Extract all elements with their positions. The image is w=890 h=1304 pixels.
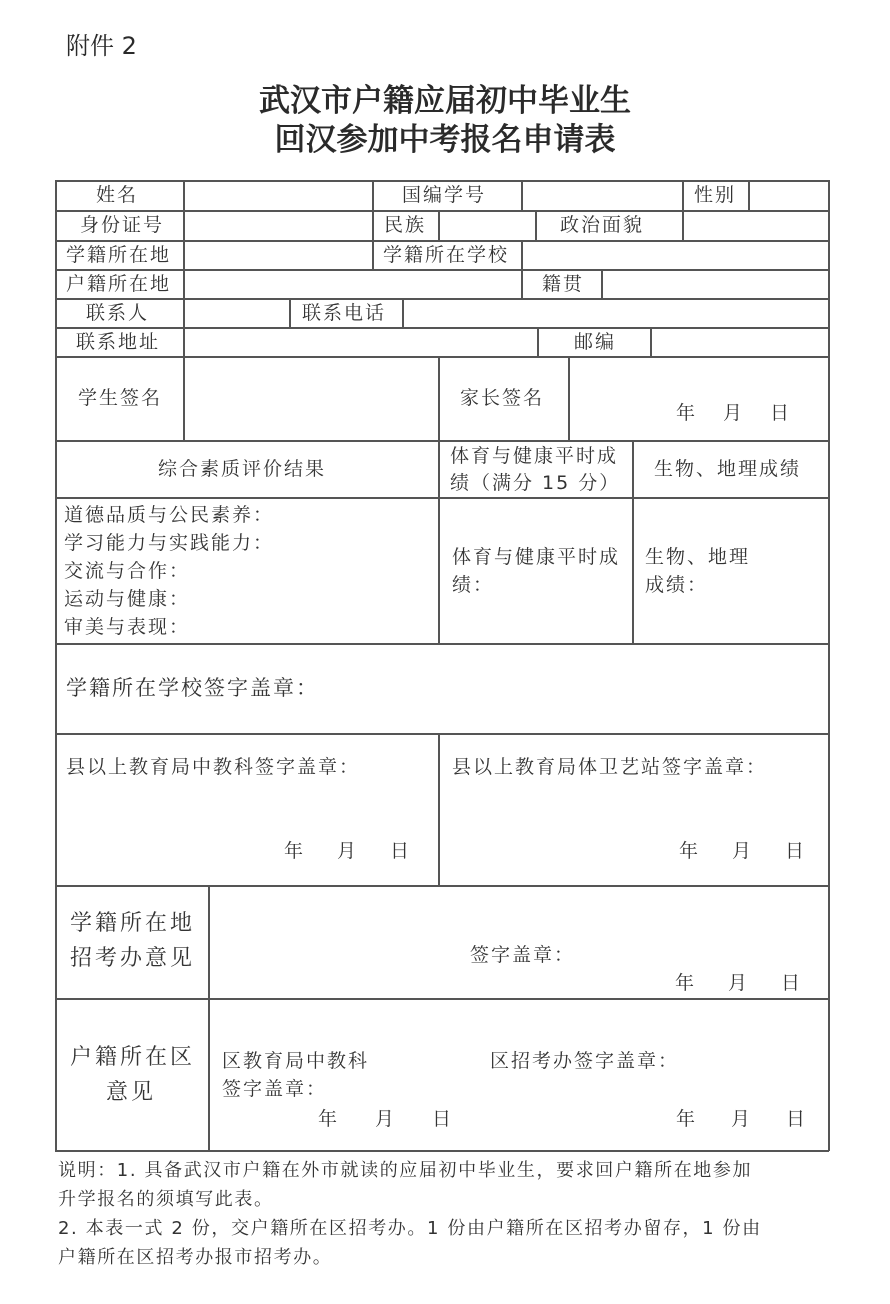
bio-geo-header: 生物、地理成绩 xyxy=(654,458,802,480)
note-line: 户籍所在区招考办报市招考办。 xyxy=(58,1247,333,1268)
bio-geo-score-line1: 生物、地理 xyxy=(645,546,751,568)
county-sports-station-seal-label: 县以上教育局体卫艺站签字盖章： xyxy=(452,756,768,778)
notes xyxy=(58,1156,838,1272)
pe-header-line2: 绩（满分 15 分） xyxy=(450,472,621,494)
county-sports-date: 年 月 日 xyxy=(679,840,807,862)
bio-geo-score-line2: 成绩： xyxy=(645,574,709,596)
student-signature-label: 学生签名 xyxy=(78,387,163,409)
gender-label: 性别 xyxy=(694,184,737,206)
contact-phone-label: 联系电话 xyxy=(302,302,387,324)
district-exam-office-date: 年 月 日 xyxy=(676,1108,808,1130)
national-id-number-label: 国编学号 xyxy=(402,184,487,206)
form-title-line1: 武汉市户籍应届初中毕业生 xyxy=(259,83,631,119)
evaluation-item: 交流与合作： xyxy=(64,560,191,582)
note-line: 2. 本表一式 2 份，交户籍所在区招考办。1 份由户籍所在区招考办留存，1 份由 xyxy=(58,1218,762,1239)
political-status-label: 政治面貌 xyxy=(560,214,645,236)
school-registration-place-label: 学籍所在地 xyxy=(66,244,172,266)
parent-signature-label: 家长签名 xyxy=(460,387,545,409)
ethnicity-label: 民族 xyxy=(384,214,427,236)
id-card-label: 身份证号 xyxy=(80,214,165,236)
parent-signature-date: 年 月 日 xyxy=(676,402,792,424)
pe-header-line1: 体育与健康平时成 xyxy=(450,445,619,467)
comprehensive-evaluation-header: 综合素质评价结果 xyxy=(158,458,327,480)
district-label-line1: 户籍所在区 xyxy=(70,1045,196,1070)
postcode-label: 邮编 xyxy=(574,331,617,353)
exam-office-label-line2: 招考办意见 xyxy=(70,946,196,971)
household-registration-place-label: 户籍所在地 xyxy=(66,273,172,295)
note-line: 升学报名的须填写此表。 xyxy=(58,1189,274,1210)
evaluation-item: 道德品质与公民素养： xyxy=(64,504,275,526)
contact-person-label: 联系人 xyxy=(86,302,150,324)
evaluation-item: 学习能力与实践能力： xyxy=(64,532,275,554)
note-line: 说明：1. 具备武汉市户籍在外市就读的应届初中毕业生，要求回户籍所在地参加 xyxy=(58,1160,753,1181)
exam-office-date: 年 月 日 xyxy=(675,972,803,994)
pe-score-line2: 绩： xyxy=(452,574,495,596)
district-teaching-line2: 签字盖章： xyxy=(222,1078,328,1100)
exam-office-signature-label: 签字盖章： xyxy=(470,944,576,966)
form-title-line2: 回汉参加中考报名申请表 xyxy=(274,122,616,158)
county-teaching-section-seal-label: 县以上教育局中教科签字盖章： xyxy=(66,756,361,778)
county-teaching-date: 年 月 日 xyxy=(284,840,412,862)
exam-office-label-line1: 学籍所在地 xyxy=(70,911,196,936)
attachment-label: 附件 2 xyxy=(66,32,137,60)
evaluation-item: 审美与表现： xyxy=(64,616,191,638)
name-label: 姓名 xyxy=(96,184,139,206)
district-teaching-line1: 区教育局中教科 xyxy=(222,1050,370,1072)
district-teaching-date: 年 月 日 xyxy=(318,1108,454,1130)
school-seal-label: 学籍所在学校签字盖章： xyxy=(66,676,319,700)
native-place-label: 籍贯 xyxy=(542,273,585,295)
contact-address-label: 联系地址 xyxy=(76,331,161,353)
district-exam-office-seal-label: 区招考办签字盖章： xyxy=(490,1050,680,1072)
district-label-line2: 意见 xyxy=(106,1080,157,1105)
school-registration-school-label: 学籍所在学校 xyxy=(383,244,510,266)
pe-score-line1: 体育与健康平时成 xyxy=(452,546,621,568)
evaluation-item: 运动与健康： xyxy=(64,588,191,610)
